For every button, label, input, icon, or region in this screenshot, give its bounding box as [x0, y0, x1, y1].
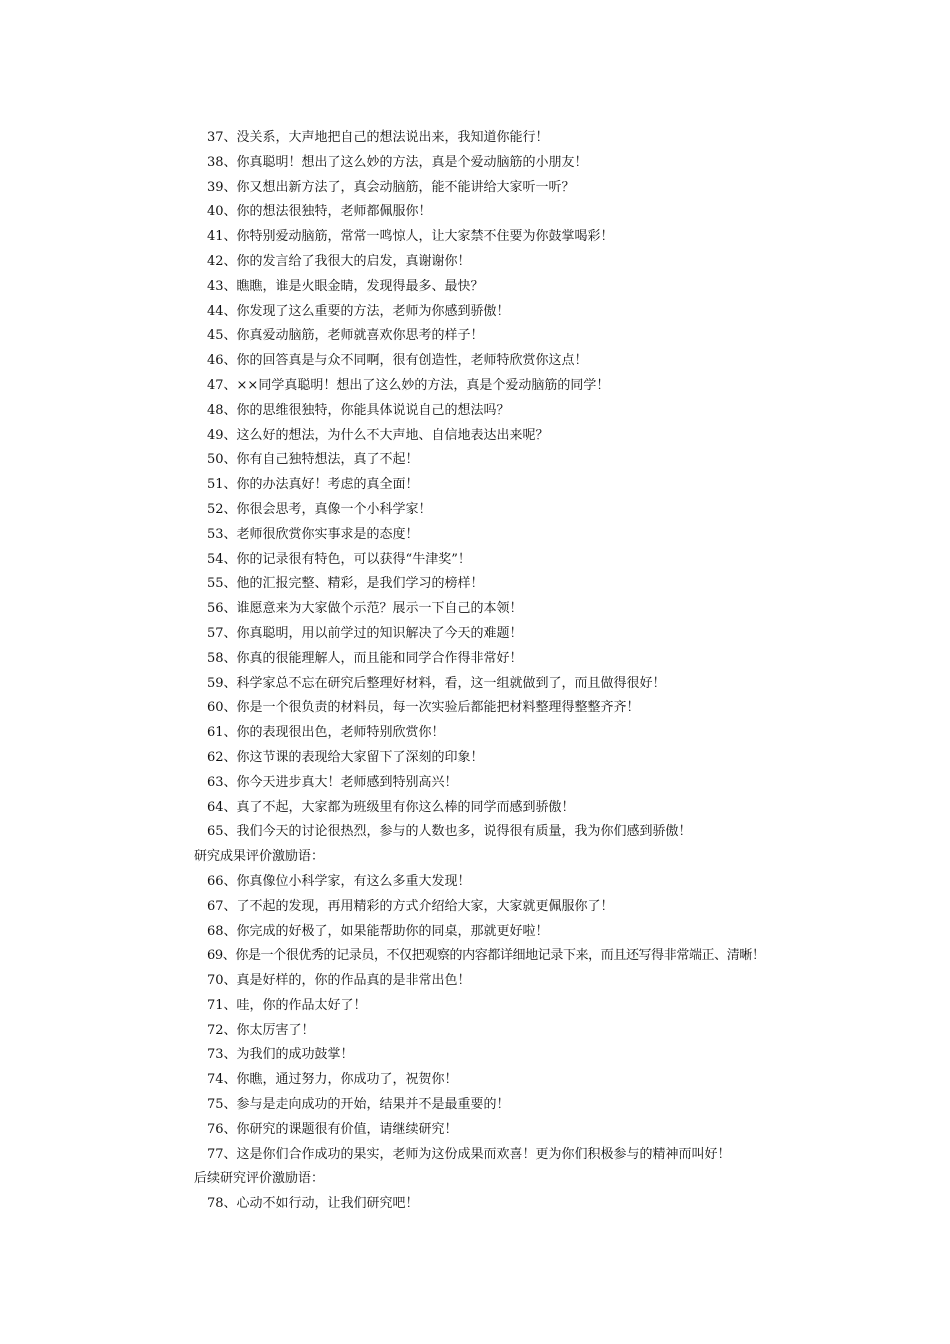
list-item: 41、你特别爱动脑筋，常常一鸣惊人，让大家禁不住要为你鼓掌喝彩！: [207, 229, 614, 245]
list-item: 76、你研究的课题很有价值，请继续研究！: [207, 1121, 458, 1137]
list-item: 72、你太厉害了！: [207, 1022, 315, 1038]
list-item: 43、瞧瞧，谁是火眼金睛，发现得最多、最快？: [207, 278, 484, 294]
list-item: 77、这是你们合作成功的果实，老师为这份成果而欢喜！更为你们积极参与的精神而叫好！: [207, 1146, 731, 1162]
list-item: 49、这么好的想法，为什么不大声地、自信地表达出来呢？: [207, 427, 549, 443]
list-item: 44、你发现了这么重要的方法，老师为你感到骄傲！: [207, 303, 510, 319]
list-item: 56、谁愿意来为大家做个示范？展示一下自己的本领！: [207, 601, 523, 617]
list-item: 59、科学家总不忘在研究后整理好材料，看，这一组就做到了，而且做得很好！: [207, 675, 666, 691]
list-item: 70、真是好样的，你的作品真的是非常出色！: [207, 973, 471, 989]
list-item: 42、你的发言给了我很大的启发，真谢谢你！: [207, 253, 471, 269]
list-item: 40、你的想法很独特，老师都佩服你！: [207, 204, 432, 220]
list-item: 65、我们今天的讨论很热烈，参与的人数也多，说得很有质量，我为你们感到骄傲！: [207, 824, 692, 840]
section-heading: 研究成果评价激励语：: [194, 849, 325, 865]
list-item: 73、为我们的成功鼓掌！: [207, 1047, 354, 1063]
list-item: 63、你今天进步真大！老师感到特别高兴！: [207, 774, 458, 790]
list-item: 50、你有自己独特想法，真了不起！: [207, 452, 419, 468]
list-item: 69、你是一个很优秀的记录员，不仅把观察的内容都详细地记录下来，而且还写得非常端正、清晰！: [207, 948, 765, 964]
list-item: 67、了不起的发现，再用精彩的方式介绍给大家，大家就更佩服你了！: [207, 898, 614, 914]
list-item: 39、你又想出新方法了，真会动脑筋，能不能讲给大家听一听？: [207, 179, 575, 195]
list-item: 71、哇，你的作品太好了！: [207, 997, 367, 1013]
list-item: 46、你的回答真是与众不同啊，很有创造性，老师特欣赏你这点！: [207, 353, 588, 369]
list-item: 58、你真的很能理解人，而且能和同学合作得非常好！: [207, 650, 523, 666]
list-item: 47、××同学真聪明！想出了这么妙的方法，真是个爱动脑筋的同学！: [207, 377, 610, 393]
list-item: 68、你完成的好极了，如果能帮助你的同桌，那就更好啦！: [207, 923, 549, 939]
list-item: 45、你真爱动脑筋，老师就喜欢你思考的样子！: [207, 328, 484, 344]
list-item: 60、你是一个很负责的材料员，每一次实验后都能把材料整理得整整齐齐！: [207, 700, 640, 716]
document-body: [194, 126, 844, 1217]
list-item: 52、你很会思考，真像一个小科学家！: [207, 501, 432, 517]
list-item: 61、你的表现很出色，老师特别欣赏你！: [207, 725, 445, 741]
list-item: 62、你这节课的表现给大家留下了深刻的印象！: [207, 749, 484, 765]
list-item: 75、参与是走向成功的开始，结果并不是最重要的！: [207, 1097, 510, 1113]
list-item: 78、心动不如行动，让我们研究吧！: [207, 1196, 419, 1212]
list-item: 66、你真像位小科学家，有这么多重大发现！: [207, 873, 471, 889]
list-item: 54、你的记录很有特色，可以获得“牛津奖”！: [207, 551, 471, 567]
list-item: 48、你的思维很独特，你能具体说说自己的想法吗？: [207, 402, 510, 418]
list-item: 57、你真聪明，用以前学过的知识解决了今天的难题！: [207, 625, 523, 641]
list-item: 53、老师很欣赏你实事求是的态度！: [207, 526, 419, 542]
list-item: 64、真了不起，大家都为班级里有你这么棒的同学而感到骄傲！: [207, 799, 575, 815]
list-item: 55、他的汇报完整、精彩，是我们学习的榜样！: [207, 576, 484, 592]
list-item: 38、你真聪明！想出了这么妙的方法，真是个爱动脑筋的小朋友！: [207, 154, 588, 170]
section-heading: 后续研究评价激励语：: [194, 1171, 325, 1187]
list-item: 37、没关系，大声地把自己的想法说出来，我知道你能行！: [207, 130, 549, 145]
list-item: 74、你瞧，通过努力，你成功了，祝贺你！: [207, 1072, 458, 1088]
list-item: 51、你的办法真好！考虑的真全面！: [207, 477, 419, 493]
